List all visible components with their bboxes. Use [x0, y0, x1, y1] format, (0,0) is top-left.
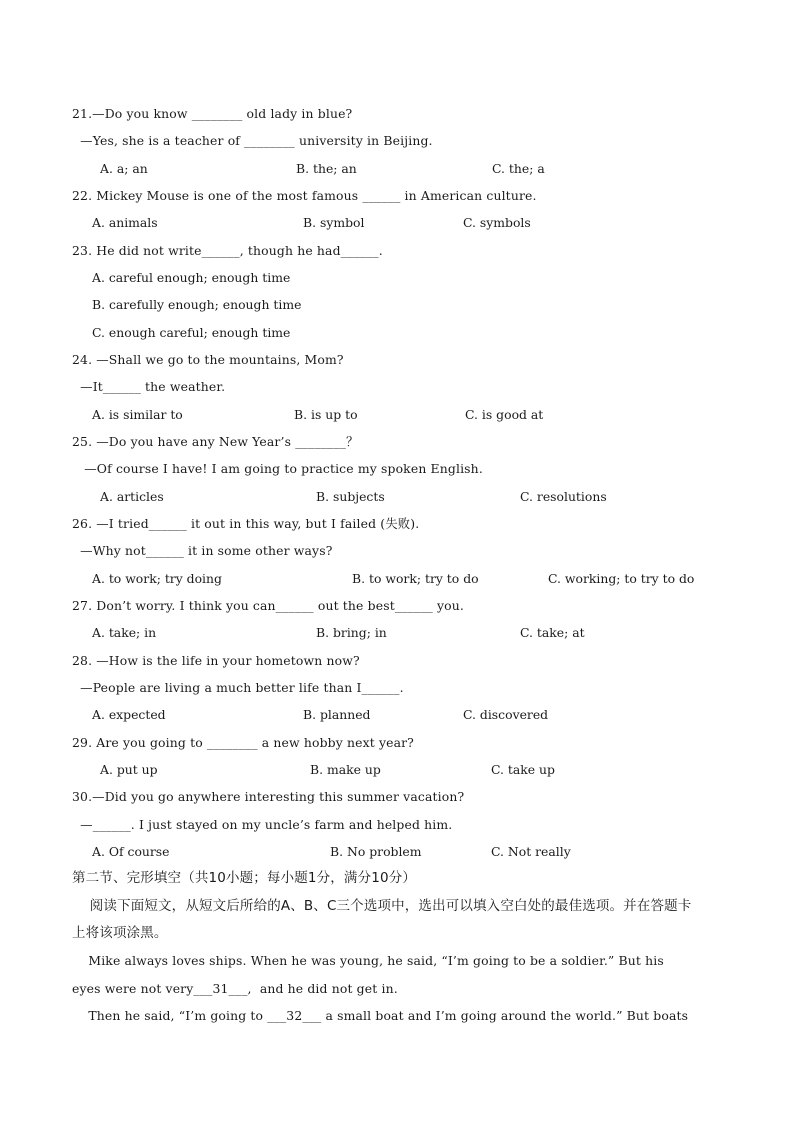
question-28-option-a: A. expected — [92, 707, 166, 722]
question-25-option-c: C. resolutions — [520, 489, 607, 504]
question-22-stem: 22. Mickey Mouse is one of the most famous ______ in American culture. — [72, 188, 537, 203]
question-22-option-c: C. symbols — [463, 215, 531, 230]
section-instruction-line-2: 上将该项涂黑。 — [72, 925, 168, 941]
question-28-follow: —People are living a much better life than I______. — [72, 680, 404, 695]
question-24-follow: —It______ the weather. — [72, 379, 226, 394]
question-21-follow: —Yes, she is a teacher of ________ university in Beijing. — [72, 133, 433, 148]
question-23-option-c: C. enough careful; enough time — [92, 325, 291, 340]
question-21-option-a: A. a; an — [100, 161, 148, 176]
question-30-follow: —______. I just stayed on my uncle’s farm and helped him. — [72, 817, 453, 832]
question-26-option-b: B. to work; try to do — [352, 571, 479, 586]
question-30-option-b: B. No problem — [330, 844, 422, 859]
question-29-stem: 29. Are you going to ________ a new hobby next year? — [72, 735, 414, 750]
section-heading: 第二节、完形填空（共10小题；每小题1分，满分10分） — [72, 870, 416, 886]
question-27-option-a: A. take; in — [92, 625, 157, 640]
question-23-option-b: B. carefully enough; enough time — [92, 297, 302, 312]
question-29-option-a: A. put up — [100, 762, 158, 777]
question-28-stem: 28. —How is the life in your hometown now? — [72, 653, 360, 668]
question-26-follow: —Why not______ it in some other ways? — [72, 543, 333, 558]
question-26-option-a: A. to work; try doing — [92, 571, 222, 586]
question-26-stem: 26. —I tried______ it out in this way, but I failed (失败). — [72, 516, 420, 531]
question-26-option-c: C. working; to try to do — [548, 571, 695, 586]
question-24-option-b: B. is up to — [294, 407, 358, 422]
question-25-option-b: B. subjects — [316, 489, 385, 504]
question-23-stem: 23. He did not write______, though he had______. — [72, 243, 383, 258]
question-21-stem: 21.—Do you know ________ old lady in blue? — [72, 106, 353, 121]
question-24-option-a: A. is similar to — [92, 407, 183, 422]
question-28-option-b: B. planned — [303, 707, 371, 722]
question-24-option-c: C. is good at — [465, 407, 544, 422]
question-23-option-a: A. careful enough; enough time — [92, 270, 291, 285]
question-22-option-a: A. animals — [92, 215, 158, 230]
passage-line-3: Then he said, “I’m going to ___32___ a small boat and I’m going around the world.” But boats — [72, 1008, 689, 1023]
question-27-stem: 27. Don’t worry. I think you can______ out the best______ you. — [72, 598, 464, 613]
question-30-option-c: C. Not really — [491, 844, 571, 859]
question-25-option-a: A. articles — [100, 489, 164, 504]
question-27-option-b: B. bring; in — [316, 625, 387, 640]
section-instruction-line-1: 阅读下面短文，从短文后所给的A、B、C三个选项中，选出可以填入空白处的最佳选项。并在答题卡 — [72, 898, 692, 914]
question-22-option-b: B. symbol — [303, 215, 365, 230]
question-25-follow: —Of course I have! I am going to practice my spoken English. — [72, 461, 483, 476]
question-24-stem: 24. —Shall we go to the mountains, Mom? — [72, 352, 344, 367]
question-30-stem: 30.—Did you go anywhere interesting this summer vacation? — [72, 789, 465, 804]
passage-line-1: Mike always loves ships. When he was young, he said, “I’m going to be a soldier.” But his — [72, 953, 664, 968]
question-28-option-c: C. discovered — [463, 707, 549, 722]
passage-line-2: eyes were not very___31___, and he did not get in. — [72, 981, 398, 996]
question-21-option-c: C. the; a — [492, 161, 545, 176]
question-29-option-c: C. take up — [491, 762, 555, 777]
question-30-option-a: A. Of course — [92, 844, 170, 859]
question-25-stem: 25. —Do you have any New Year’s ________？ — [72, 434, 359, 449]
question-21-option-b: B. the; an — [296, 161, 357, 176]
question-27-option-c: C. take; at — [520, 625, 585, 640]
question-29-option-b: B. make up — [310, 762, 381, 777]
